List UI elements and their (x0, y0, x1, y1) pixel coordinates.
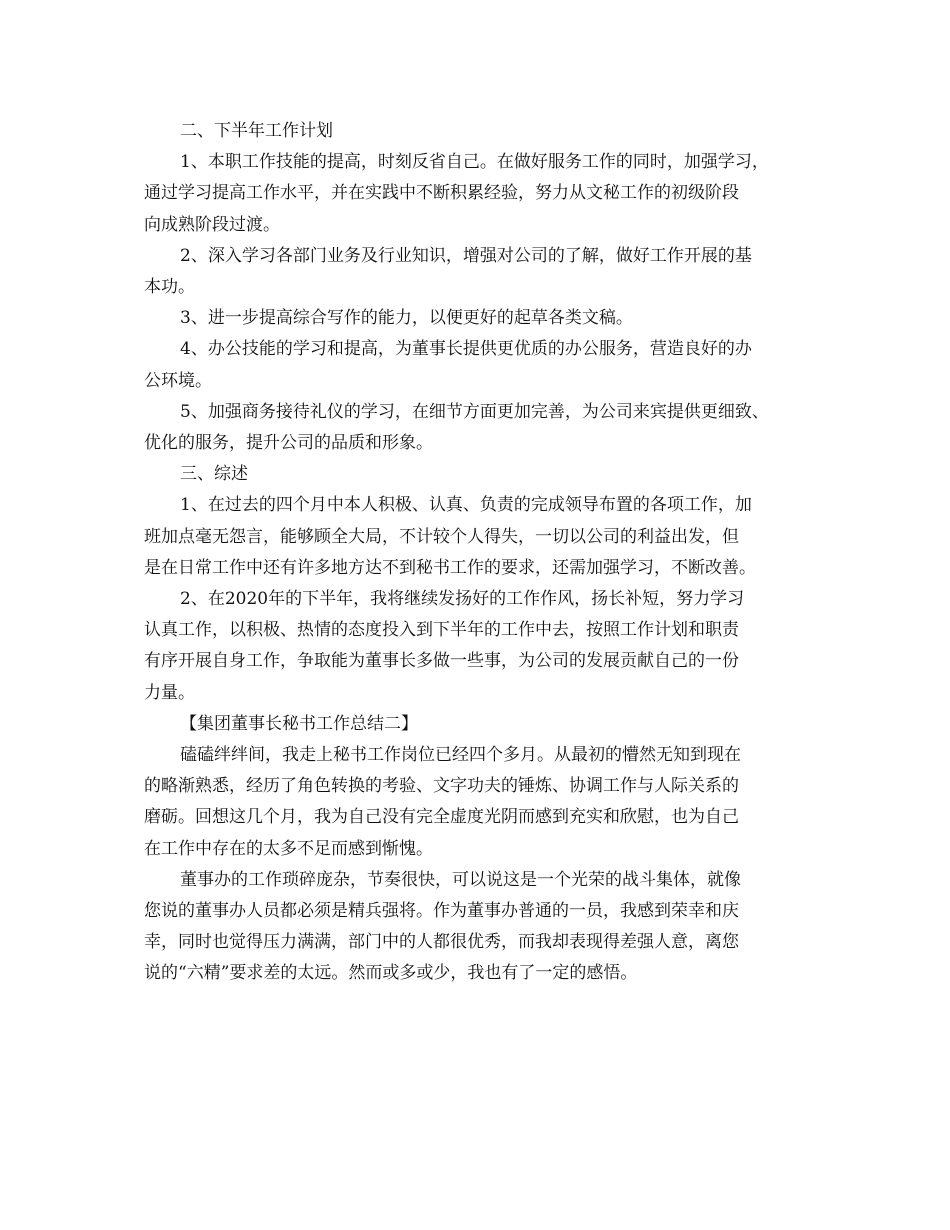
paragraph-line: 1、本职工作技能的提高，时刻反省自己。在做好服务工作的同时，加强学习， (180, 152, 769, 173)
paragraph-line: 董事办的工作琐碎庞杂，节奏很快，可以说这是一个光荣的战斗集体，就像 (180, 869, 741, 890)
paragraph-line: 力量。 (144, 682, 195, 703)
section-heading-plan: 二、下半年工作计划 (180, 121, 333, 141)
paragraph-line: 认真工作，以积极、热情的态度投入到下半年的工作中去，按照工作计划和职责 (144, 620, 739, 641)
paragraph-line: 在工作中存在的太多不足而感到惭愧。 (144, 838, 433, 859)
paragraph-line: 1、在过去的四个月中本人积极、认真、负责的完成领导布置的各项工作，加 (180, 495, 752, 516)
paragraph-line: 磕磕绊绊间，我走上秘书工作岗位已经四个多月。从最初的懵然无知到现在 (180, 745, 741, 766)
paragraph-line: 班加点毫无怨言，能够顾全大局，不计较个人得失，一切以公司的利益出发，但 (144, 526, 739, 547)
section-heading-summary: 三、综述 (180, 464, 248, 485)
paragraph-line: 4、办公技能的学习和提高，为董事长提供更优质的办公服务，营造良好的办 (180, 339, 752, 360)
paragraph-line: 公环境。 (144, 370, 212, 391)
paragraph-line: 是在日常工作中还有许多地方达不到秘书工作的要求，还需加强学习，不断改善。 (144, 557, 756, 578)
paragraph-line: 优化的服务，提升公司的品质和形象。 (144, 433, 433, 454)
article-title: 【集团董事长秘书工作总结二】 (180, 713, 418, 734)
document-body (144, 116, 824, 990)
paragraph-line: 2、在2020年的下半年，我将继续发扬好的工作作风，扬长补短，努力学习 (180, 589, 745, 610)
paragraph-line: 3、进一步提高综合写作的能力，以便更好的起草各类文稿。 (180, 308, 633, 329)
paragraph-line: 您说的董事办人员都必须是精兵强将。作为董事办普通的一员，我感到荣幸和庆 (144, 901, 739, 922)
paragraph-line: 说的“六精”要求差的太远。然而或多或少，我也有了一定的感悟。 (144, 963, 638, 984)
paragraph-line: 有序开展自身工作，争取能为董事长多做一些事，为公司的发展贡献自己的一份 (144, 651, 739, 672)
paragraph-line: 幸，同时也觉得压力满满，部门中的人都很优秀，而我却表现得差强人意，离您 (144, 932, 739, 953)
paragraph-line: 通过学习提高工作水平，并在实践中不断积累经验，努力从文秘工作的初级阶段 (144, 183, 739, 204)
paragraph-line: 的略渐熟悉，经历了角色转换的考验、文字功夫的锤炼、协调工作与人际关系的 (144, 776, 739, 797)
paragraph-line: 5、加强商务接待礼仪的学习，在细节方面更加完善，为公司来宾提供更细致、 (180, 401, 769, 422)
paragraph-line: 本功。 (144, 277, 195, 298)
paragraph-line: 向成熟阶段过渡。 (144, 214, 280, 235)
paragraph-line: 磨砺。回想这几个月，我为自己没有完全虚度光阴而感到充实和欣慰，也为自己 (144, 807, 739, 828)
paragraph-line: 2、深入学习各部门业务及行业知识，增强对公司的了解，做好工作开展的基 (180, 245, 752, 266)
